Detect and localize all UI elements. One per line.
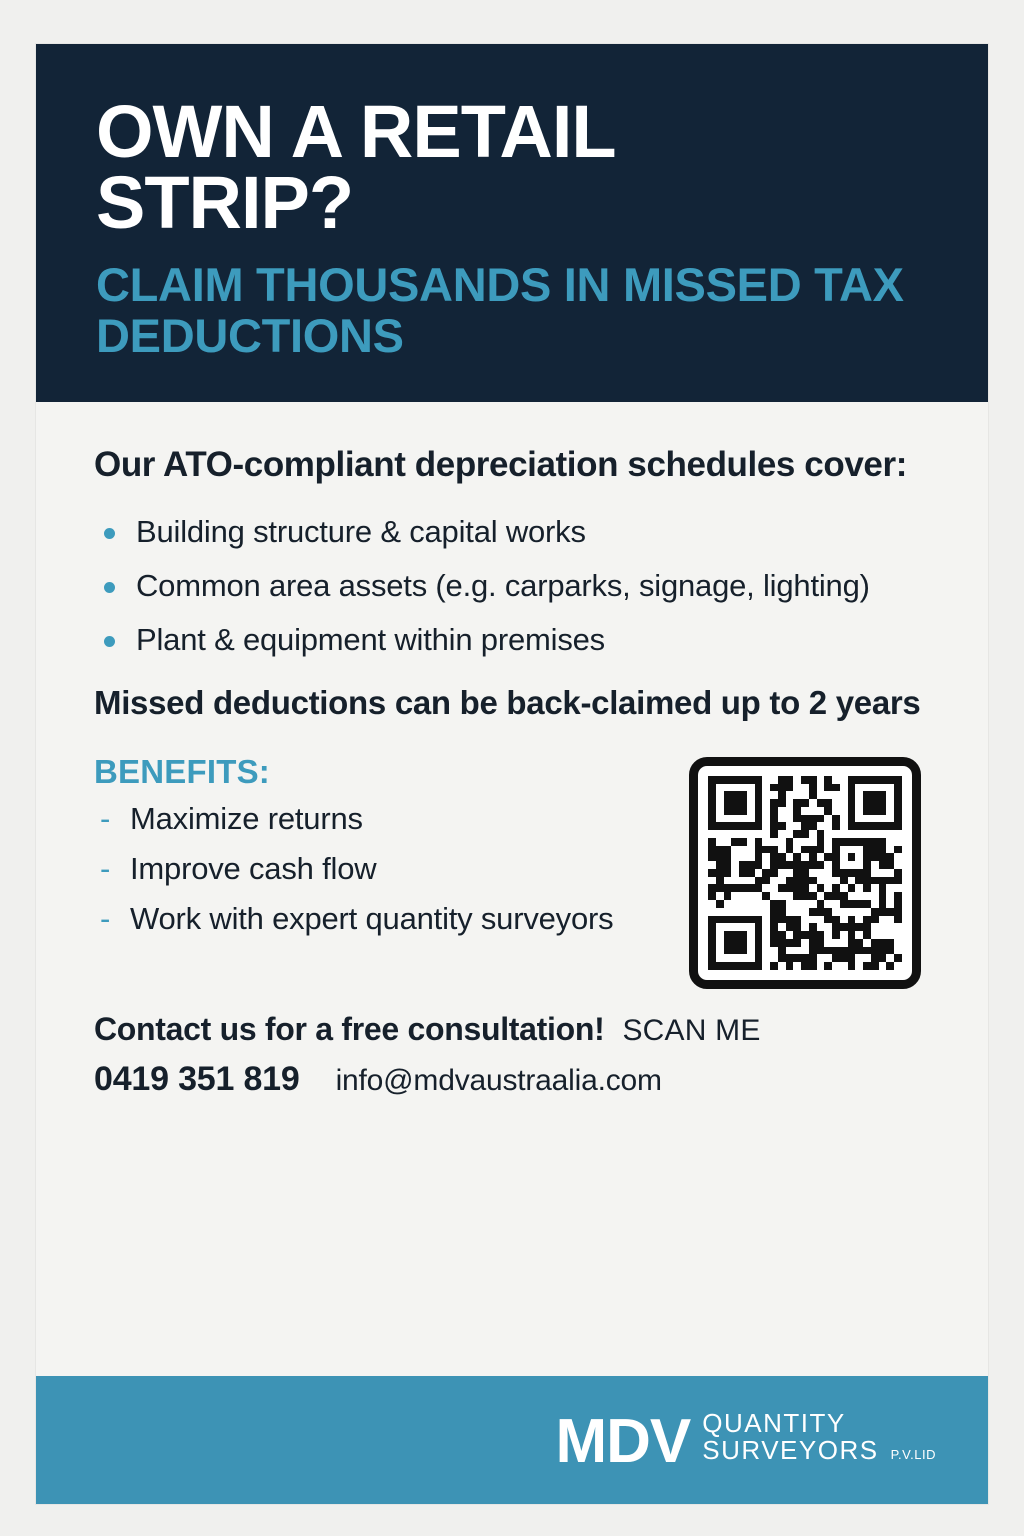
benefits-list [94, 799, 654, 950]
subheadline: CLAIM THOUSANDS IN MISSED TAX DEDUCTIONS [96, 258, 904, 362]
benefits-title: BENEFITS: [94, 752, 270, 790]
contact-heading: Contact us for a free consultation! [94, 1010, 605, 1047]
scan-me-label: SCAN ME [622, 1013, 761, 1047]
headline: OWN A RETAIL STRIP? [96, 90, 615, 245]
contact-line-secondary [94, 1060, 930, 1099]
lead-text: Our ATO-compliant depreciation schedules cover: [94, 444, 907, 484]
logo-suffix: P.V.LID [890, 1446, 936, 1462]
list-item: Common area assets (e.g. carparks, signage, lighting) [100, 566, 930, 620]
contact-block [94, 1011, 930, 1099]
company-logo [555, 1406, 936, 1476]
phone-number[interactable]: 0419 351 819 [94, 1059, 300, 1098]
flyer-footer [36, 1376, 988, 1504]
coverage-list [94, 512, 930, 673]
flyer-body [36, 402, 988, 1376]
flyer-header [36, 44, 988, 402]
list-item: - Improve cash flow [98, 849, 654, 899]
emphasis-text: Missed deductions can be back-claimed up to 2 years [94, 684, 921, 722]
benefits-row [94, 753, 930, 989]
benefits-column [94, 753, 654, 950]
logo-monogram: MDV [555, 1406, 691, 1476]
list-item: - Maximize returns [98, 799, 654, 849]
qr-code-pattern [708, 776, 902, 970]
list-item: Building structure & capital works [100, 512, 930, 566]
flyer [36, 44, 988, 1504]
contact-line-primary [94, 1011, 930, 1048]
logo-wordmark [702, 1410, 878, 1469]
logo-line-2: SURVEYORS [702, 1435, 879, 1465]
email-address[interactable]: info@mdvaustraalia.com [335, 1063, 662, 1097]
list-item: Plant & equipment within premises [100, 620, 930, 674]
logo-line-1: QUANTITY [702, 1408, 846, 1439]
qr-code[interactable] [689, 757, 921, 989]
list-item: - Work with expert quantity surveyors [98, 899, 654, 949]
qr-column [680, 753, 930, 989]
